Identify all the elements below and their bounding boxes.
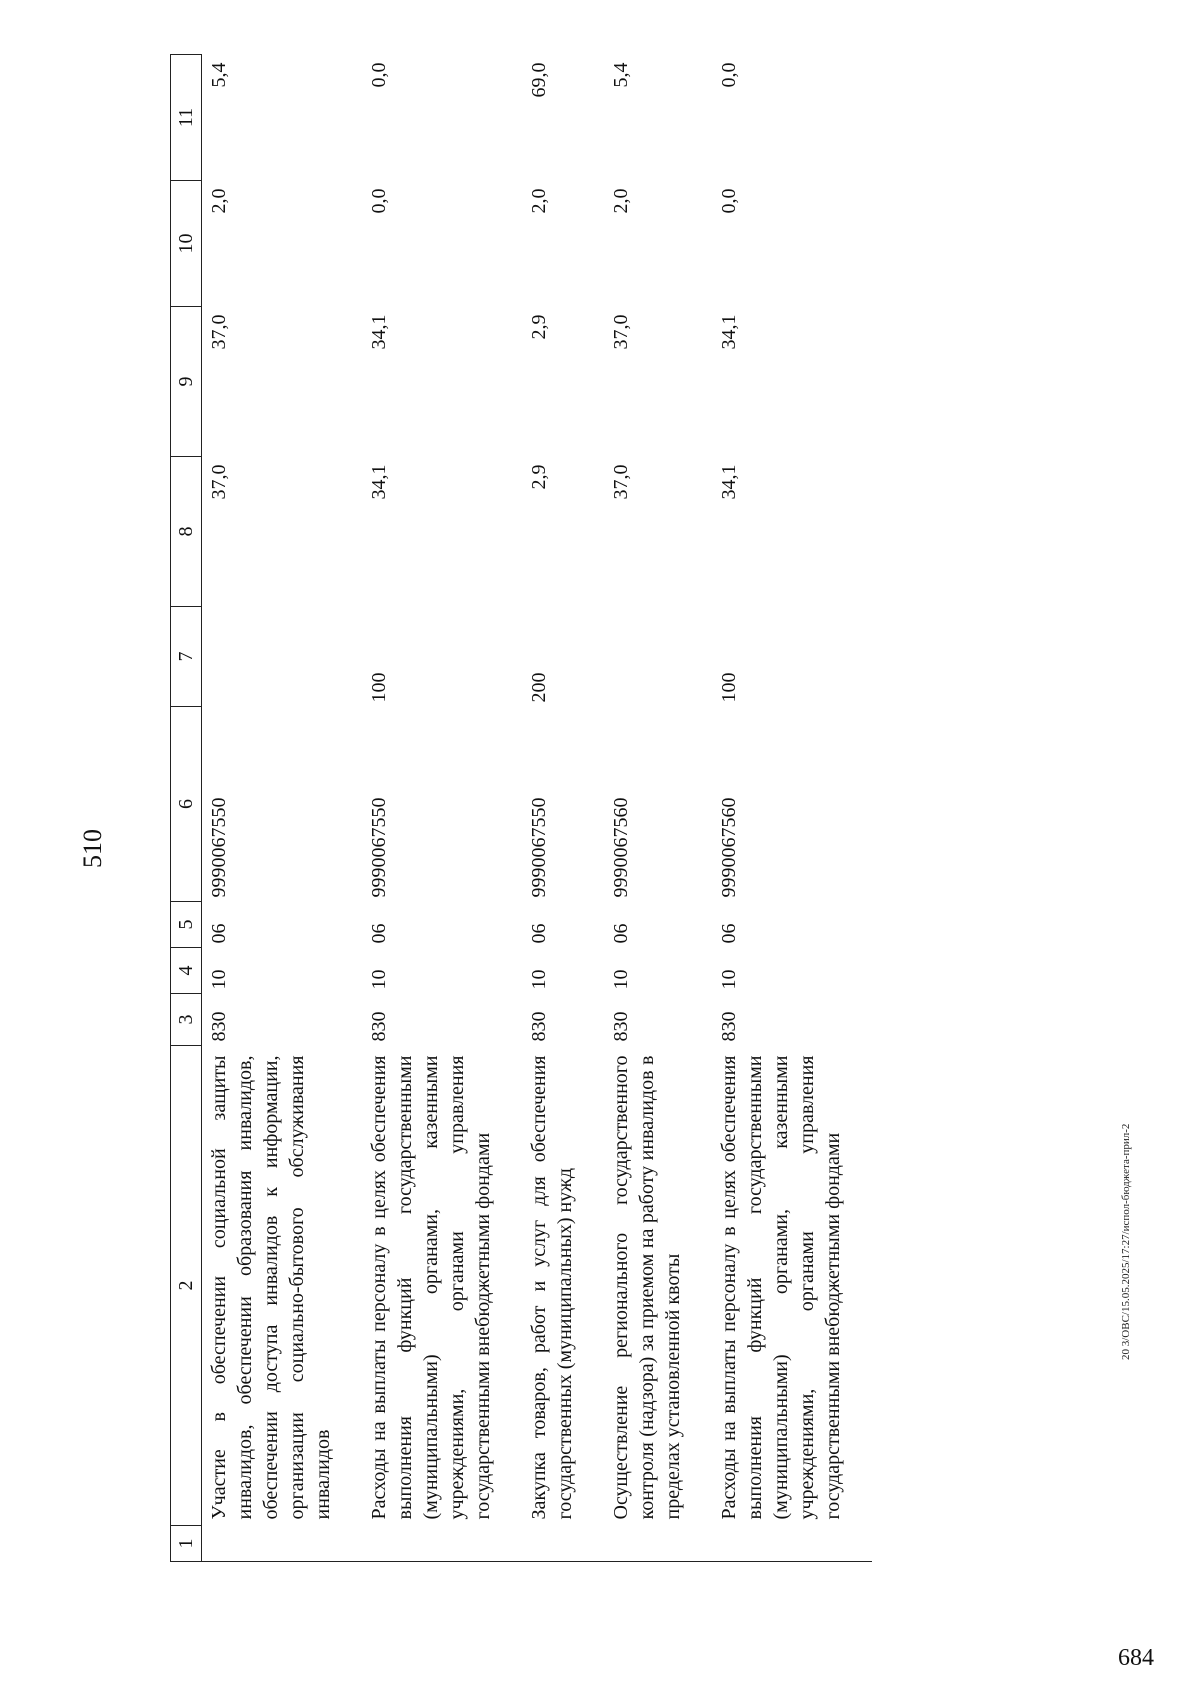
cell-description: Расходы на выплаты персоналу в целях обеспечения выполнения функций государственными (муниципальными) органами, казенными учреждениями, органами управления государственными внебюджетными фондами [718,1055,844,1520]
table-header-row [171,55,202,1562]
cell-col11: 69,0 [528,62,550,98]
column-header: 11 [171,55,202,181]
page-number: 510 [78,829,107,868]
table-row [522,55,604,1562]
cell-section: 10 [528,969,550,990]
footer-note: 20 3/ОВС/15.05.2025/17:27/испол-бюджета-прил-2 [1120,1123,1132,1360]
cell-col8: 34,1 [368,464,390,500]
cell-col1 [522,1526,604,1562]
cell-target-article: 9990067550 [528,797,550,898]
column-header: 1 [171,1526,202,1562]
column-header: 3 [171,994,202,1046]
cell-col9: 37,0 [208,314,230,350]
cell-col11: 0,0 [718,62,740,88]
cell-col8: 37,0 [208,464,230,500]
cell-col1 [202,1526,363,1562]
column-header: 7 [171,607,202,707]
cell-col10: 2,0 [208,188,230,214]
table-row [362,55,522,1562]
cell-col10: 0,0 [718,188,740,214]
column-header: 6 [171,707,202,902]
cell-expense-type [604,607,712,707]
cell-col8: 2,9 [528,464,550,490]
cell-subsection: 06 [368,923,390,944]
cell-description: Осуществление регионального государственного контроля (надзора) за приемом на работу инвалидов в пределах установленной квоты [610,1055,684,1520]
cell-ministry-code: 830 [368,1011,390,1042]
cell-expense-type: 100 [368,672,390,703]
cell-subsection: 06 [528,923,550,944]
cell-target-article: 9990067560 [718,797,740,898]
cell-col9: 34,1 [718,314,740,350]
cell-ministry-code: 830 [610,1011,632,1042]
cell-col10: 2,0 [528,188,550,214]
cell-target-article: 9990067550 [368,797,390,898]
table-row [604,55,712,1562]
cell-col1 [362,1526,522,1562]
cell-expense-type: 100 [718,672,740,703]
column-header: 10 [171,181,202,307]
cell-expense-type [202,607,363,707]
cell-col11: 5,4 [610,62,632,88]
cell-col11: 0,0 [368,62,390,88]
cell-section: 10 [368,969,390,990]
cell-description: Участие в обеспечении социальной защиты инвалидов, обеспечении образования инвалидов, обеспечении доступа инвалидов к информации, организации социально-бытового обслуживания инвалидов [208,1055,334,1520]
cell-section: 10 [718,969,740,990]
cell-col9: 2,9 [528,314,550,340]
cell-description: Закупка товаров, работ и услуг для обеспечения государственных (муниципальных) нужд [528,1055,576,1520]
cell-ministry-code: 830 [718,1011,740,1042]
column-header: 9 [171,307,202,457]
cell-col9: 37,0 [610,314,632,350]
cell-target-article: 9990067560 [610,797,632,898]
folio-number: 684 [1118,1645,1154,1671]
cell-subsection: 06 [208,923,230,944]
cell-target-article: 9990067550 [208,797,230,898]
cell-subsection: 06 [610,923,632,944]
column-header: 5 [171,902,202,948]
table-row [202,55,363,1562]
column-header: 8 [171,457,202,607]
cell-ministry-code: 830 [528,1011,550,1042]
cell-col11: 5,4 [208,62,230,88]
column-header: 4 [171,948,202,994]
table-row [712,55,872,1562]
cell-section: 10 [610,969,632,990]
budget-table [170,54,872,1562]
cell-col8: 37,0 [610,464,632,500]
cell-description: Расходы на выплаты персоналу в целях обеспечения выполнения функций государственными (муниципальными) органами, казенными учреждениями, органами управления государственными внебюджетными фондами [368,1055,494,1520]
cell-col8: 34,1 [718,464,740,500]
column-header: 2 [171,1046,202,1526]
cell-col9: 34,1 [368,314,390,350]
cell-col10: 0,0 [368,188,390,214]
cell-section: 10 [208,969,230,990]
cell-expense-type: 200 [528,672,550,703]
cell-ministry-code: 830 [208,1011,230,1042]
cell-col10: 2,0 [610,188,632,214]
cell-col1 [712,1526,872,1562]
cell-col1 [604,1526,712,1562]
cell-subsection: 06 [718,923,740,944]
